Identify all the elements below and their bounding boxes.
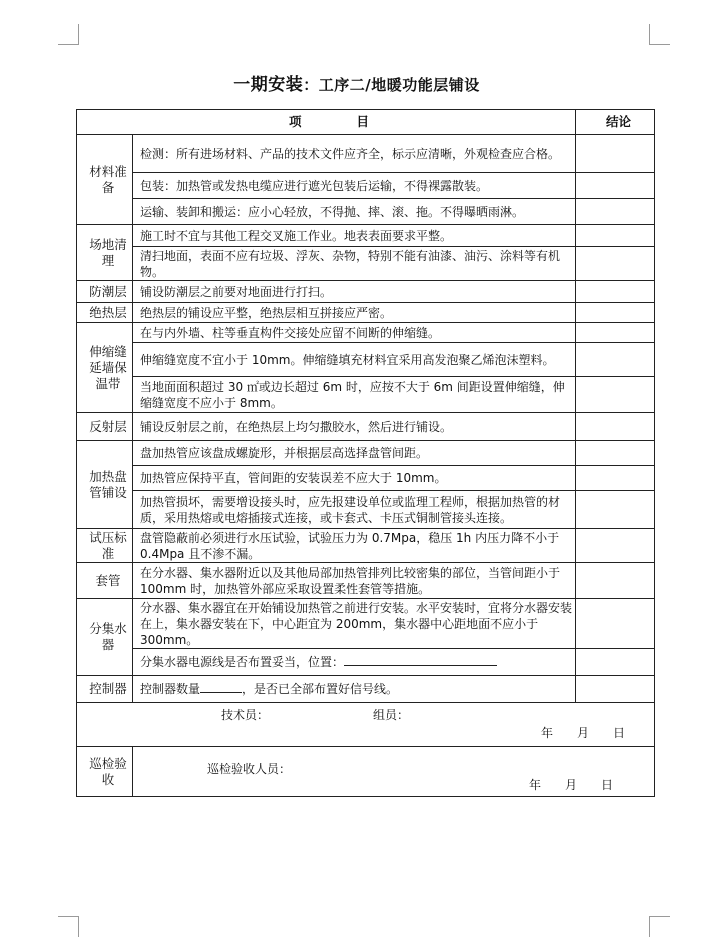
category-controller: 控制器 — [77, 676, 133, 703]
signoff-date: 年 月 日 — [541, 726, 626, 740]
group-label: 组员： — [373, 708, 410, 722]
table-row — [77, 649, 655, 676]
result-cell[interactable] — [576, 649, 655, 676]
inspection-date: 年 月 日 — [529, 778, 614, 792]
manifold-power-label: 分集水器电源线是否布置妥当，位置： — [140, 655, 345, 669]
page-corner-mark — [649, 24, 670, 45]
tech-label: 技术员： — [221, 708, 270, 722]
category-materials: 材料准备 — [77, 135, 133, 225]
category-expansion-joint: 伸缩缝延墙保温带 — [77, 323, 133, 413]
result-cell[interactable] — [576, 491, 655, 529]
inspection-label: 巡检验收 — [77, 747, 133, 797]
category-site-cleaning: 场地清理 — [77, 225, 133, 281]
inspection-row — [77, 747, 655, 797]
check-item: 在分水器、集水器附近以及其他局部加热管排列比较密集的部位，当管间距小于 100mm 时，加热管外部应采取设置柔性套管等措施。 — [133, 563, 576, 599]
check-item: 加热管应保持平直，管间距的安装误差不应大于 10mm。 — [133, 466, 576, 491]
result-cell[interactable] — [576, 199, 655, 225]
page-corner-mark — [58, 916, 79, 937]
category-manifold: 分集水器 — [77, 599, 133, 676]
header-result: 结论 — [576, 110, 655, 135]
table-row — [77, 599, 655, 649]
category-pressure-test: 试压标准 — [77, 529, 133, 563]
result-cell[interactable] — [576, 529, 655, 563]
check-item: 加热管损坏，需要增设接头时，应先报建设单位或监理工程师，根据加热管的材质，采用热熔或电熔插接式连接，或卡套式、卡压式铜制管接头连接。 — [133, 491, 576, 529]
check-item: 施工时不宜与其他工程交叉施工作业。地表表面要求平整。 — [133, 225, 576, 247]
table-row — [77, 343, 655, 377]
check-item: 运输、装卸和搬运：应小心轻放，不得抛、摔、滚、拖。不得曝晒雨淋。 — [133, 199, 576, 225]
inspection-cell — [133, 747, 655, 797]
table-row — [77, 491, 655, 529]
result-cell[interactable] — [576, 377, 655, 413]
table-row — [77, 135, 655, 173]
category-reflective-layer: 反射层 — [77, 413, 133, 441]
result-cell[interactable] — [576, 225, 655, 247]
result-cell[interactable] — [576, 343, 655, 377]
check-item: 当地面面积超过 30 ㎡或边长超过 6m 时，应按不大于 6m 间距设置伸缩缝，伸缩缝宽度不应小于 8mm。 — [133, 377, 576, 413]
check-item: 伸缩缝宽度不宜小于 10mm。伸缩缝填充材料宜采用高发泡聚乙烯泡沫塑料。 — [133, 343, 576, 377]
table-row — [77, 173, 655, 199]
result-cell[interactable] — [576, 466, 655, 491]
page-corner-mark — [649, 916, 670, 937]
table-row — [77, 563, 655, 599]
check-item: 绝热层的铺设应平整，绝热层相互拼接应严密。 — [133, 303, 576, 323]
check-item — [133, 649, 576, 676]
check-item: 检测：所有进场材料、产品的技术文件应齐全，标示应清晰，外观检查应合格。 — [133, 135, 576, 173]
table-row — [77, 441, 655, 466]
check-item: 在与内外墙、柱等垂直构件交接处应留不间断的伸缩缝。 — [133, 323, 576, 343]
check-item: 分水器、集水器宜在开始铺设加热管之前进行安装。水平安装时，宜将分水器安装在上，集水器安装在下，中心距宜为 200mm，集水器中心距地面不应小于 300mm。 — [133, 599, 576, 649]
checklist-table — [76, 109, 655, 797]
title-main: 一期安装 — [233, 75, 304, 95]
page-corner-mark — [58, 24, 79, 45]
controller-count-label: 控制器数量 — [140, 682, 201, 696]
location-blank-field[interactable] — [344, 654, 497, 666]
result-cell[interactable] — [576, 247, 655, 281]
table-row — [77, 225, 655, 247]
table-row — [77, 303, 655, 323]
signoff-row — [77, 703, 655, 747]
check-item: 包装：加热管或发热电缆应进行遮光包装后运输，不得裸露散装。 — [133, 173, 576, 199]
result-cell[interactable] — [576, 441, 655, 466]
controller-count-blank-field[interactable] — [200, 681, 242, 693]
table-row — [77, 413, 655, 441]
category-insulation: 绝热层 — [77, 303, 133, 323]
check-item: 盘加热管应该盘成螺旋形，并根据层高选择盘管间距。 — [133, 441, 576, 466]
table-row — [77, 529, 655, 563]
result-cell[interactable] — [576, 281, 655, 303]
result-cell[interactable] — [576, 413, 655, 441]
result-cell[interactable] — [576, 323, 655, 343]
table-row — [77, 199, 655, 225]
table-row — [77, 323, 655, 343]
result-cell[interactable] — [576, 676, 655, 703]
controller-signal-text: ，是否已全部布置好信号线。 — [242, 682, 399, 696]
table-row — [77, 676, 655, 703]
table-row — [77, 466, 655, 491]
result-cell[interactable] — [576, 303, 655, 323]
table-row — [77, 247, 655, 281]
category-heating-pipe: 加热盘管铺设 — [77, 441, 133, 529]
result-cell[interactable] — [576, 135, 655, 173]
check-item: 盘管隐蔽前必须进行水压试验，试验压力为 0.7Mpa，稳压 1h 内压力降不小于 0.4Mpa 且不渗不漏。 — [133, 529, 576, 563]
check-item: 铺设反射层之前，在绝热层上均匀撒胶水，然后进行铺设。 — [133, 413, 576, 441]
result-cell[interactable] — [576, 599, 655, 649]
check-item — [133, 676, 576, 703]
category-moisture-barrier: 防潮层 — [77, 281, 133, 303]
result-cell[interactable] — [576, 173, 655, 199]
header-item: 项 目 — [77, 110, 576, 135]
document-title — [0, 70, 713, 95]
table-row — [77, 281, 655, 303]
check-item: 铺设防潮层之前要对地面进行打扫。 — [133, 281, 576, 303]
table-header-row — [77, 110, 655, 135]
signoff-cell — [77, 703, 655, 747]
check-item: 清扫地面，表面不应有垃圾、浮灰、杂物，特别不能有油漆、油污、涂料等有机物。 — [133, 247, 576, 281]
result-cell[interactable] — [576, 563, 655, 599]
title-sub: ：工序二/地暖功能层铺设 — [303, 76, 480, 94]
inspection-person-label: 巡检验收人员： — [207, 762, 292, 776]
category-sleeve: 套管 — [77, 563, 133, 599]
table-row — [77, 377, 655, 413]
